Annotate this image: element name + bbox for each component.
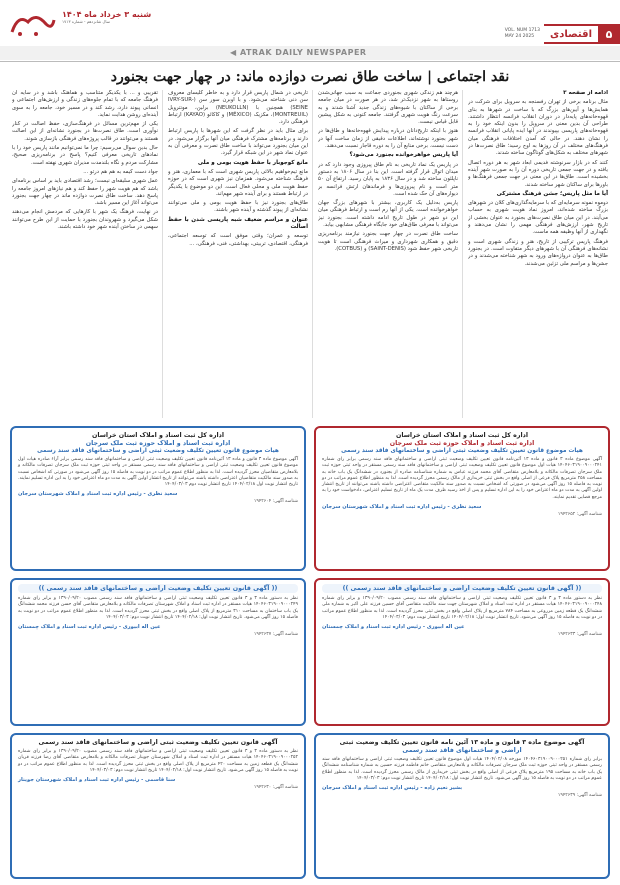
article-paragraph: برای مثال باید در نظر گرفت که این شهرها با پاریس ارتباط دارند و برنامه‌های مشترک فرهنگی میان آنها برگزار می‌شود. در این میان بجنورد می‌تواند با ساخت طاق نصرت و معرفی آن به عنوان نماد شهر در این شبکه قرار گیرد. bbox=[168, 128, 308, 157]
article-column-4 bbox=[12, 90, 158, 418]
article-column-3 bbox=[168, 90, 308, 418]
section-tag bbox=[501, 24, 620, 44]
brand-name: ◀ ATRAK DAILY NEWSPAPER bbox=[230, 48, 367, 57]
column-divider bbox=[462, 90, 463, 418]
article-paragraph: کنند که در بازار سرنوشته فدیمی ابعاد شهر به هر دوره اتصال یافته و در جهت جمعی تاریخی دوره آن را به صورت شهر آینده بخشیده است. طاق‌ها در این معنی در جهت جمعی فرهنگ‌ها و باورها برای ساکنان شهر ساخته شدند. bbox=[468, 159, 608, 188]
issue-date bbox=[62, 10, 182, 24]
article-column-1 bbox=[468, 90, 608, 418]
article-paragraph: توسعه و عمران؛ وقتی موفق است که توسعه اجتماعی، فرهنگی، اقتصادی، تربیتی، بهداشتی، فنی، فرهنگی، ... bbox=[168, 233, 308, 247]
legal-notices bbox=[0, 426, 620, 885]
page-number: ۵ bbox=[598, 24, 620, 44]
article-subheading: ادامه از صفحه ۳ bbox=[563, 90, 608, 96]
article-subheading: آیا پاریس خواهرخوانده بجنورد می‌شود؟ bbox=[349, 152, 458, 159]
article-paragraph: هرچند هم زندگی شهری بجنوردی جماعت به سبب جهانی‌شدن روستاها به شهر نزدیک‌تر شد، در هر صورت در میان جامعه برخی از ساکنان با شیوه‌های زندگی جدید آشنا شدند و به سرعت رنگ هویت شهری گرفتند. جامعه کنونی به شکل پیشین قابل قیاس نیست. bbox=[318, 90, 458, 126]
column-divider bbox=[312, 90, 313, 418]
legal-notice: آگهی موضوع ماده ۳ قانون و ماده ۱۳ آئین نامه قانون تعیین تکلیف وضعیت ثبتی اراضی و ساختمانهای فاقد سند رسمی برابر رای شماره ۱۴۰۴۶۰۳۱۹۰۰۹۰۰۰۲۵۱ مورخه ۱۴۰۴/۰۲/۰۸ هیات اول موضوع قانون تعیین تکلیف وضعیت ثبتی اراضی و ساختمانهای فاقد سند رسمی مستقر در واحد ثبتی حوزه ثبت ملک سرجان تصرفات مالکانه و بلامعارض متقاضی خانم فاطمه فرزند حسین به شماره شناسنامه ششدانگ یک باب خانه به مساحت ۱۹۵ مترمربع پلاک فرعی از اصلی واقع در بخش ثبتی خریداری از مالک رسمی محرز گردیده است. لذا به منظور اطلاع عموم مراتب در دو نوبت به فاصله ۱۵ روز آگهی می‌شود. تاریخ انتشار نوبت اول: ۱۴۰۴/۰۲/۱۸ تاریخ انتشار نوبت دوم: ۱۴۰۴/۰۳/۰۳ بشیر نعیم زاده - رئیس اداره ثبت اسناد و املاک سرجان شناسه آگهی: ۱۹۴۲۶۳۹ bbox=[314, 733, 610, 879]
article-paragraph: هنوز با اینکه تاریخ‌دانان درباره پیدایش قهوه‌خانه‌ها و طاق‌ها در شهر بجنورد نوشته‌اند، اطلاعات دقیقی از زمان ساخت آنها در دست نیست. برخی منابع آن را به دوره قاجار نسبت می‌دهند. bbox=[318, 128, 458, 150]
article-paragraph: دو‌موه نمونه سرمایه‌ای که با سرمایه‌گذاری‌های کلان در شهرهای بزرگ ساخته شده‌اند، امروز نماد هویت شهری به حساب می‌آیند. در این میان طاق نصرت‌های بجنورد به عنوان بخشی از تاریخ شهر، ارزش‌های فرهنگی مهمی را نشان می‌دهند و نگهداری از آنها وظیفه همه ماست. bbox=[468, 200, 608, 236]
day-date: شنبه ۳ خرداد ماه ۱۴۰۴ bbox=[62, 10, 152, 19]
article-paragraph: یکی از مهم‌ترین مسائل در فرهنگ‌سازی، حفظ اصالت در کنار نوآوری است. طاق نصرت‌ها در بجنورد نشانه‌ای از این اصالت هستند و می‌توانند در قالب پروژه‌های فرهنگی بازسازی شوند. bbox=[12, 121, 158, 142]
article-subheading: مانع کوجوبار با حفظ هویت بومی و ملی bbox=[197, 159, 308, 166]
article-subheading: عنوان و مراسم ضعیف شبه پاریسی شدن با حفظ اصالت bbox=[168, 216, 308, 231]
article-paragraph: ساخت طاق نصرت در چهار جهت بجنورد نیازمند برنامه‌ریزی دقیق و همکاری شهرداری و میراث فرهنگی است تا هویت تاریخی شهر حفظ شود (SAINT-DENIS) و (COTBUS). bbox=[318, 231, 458, 252]
article-paragraph: حال بدین سوال می‌رسیم: چرا ما نمی‌توانیم مانند پاریس خود را با نمادهای تاریخی معرفی کنیم؟ پاسخ در برنامه‌ریزی صحیح، مشارکت مردم و نگاه بلندمدت مدیران شهری نهفته است. bbox=[12, 145, 158, 166]
article-paragraph: در نهایت، فرهنگ یک شهر با کارهایی که مردمش انجام می‌دهند شکل می‌گیرد و شهروندان بجنورد با حمایت از این طرح می‌توانند سهمی در ساختن آینده شهر خود داشته باشند. bbox=[12, 209, 158, 231]
article-subheading: آیا ما مثل پاریس؛ جشن فرهنگ مشترکی bbox=[496, 190, 608, 197]
legal-notice: اداره کل ثبت اسناد و املاک استان خراسان اداره ثبت اسناد و املاک حوزه ثبت ملک سرجان هیات موضوع قانون تعیین تکلیف وضعیت ثبتی اراضی و ساختمانهای فاقد سند رسمی آگهی موضوع ماده ۳ قانون و ماده ۱۳ آئین‌نامه قانون تعیین تکلیف وضعیت ثبتی اراضی و ساختمانهای فاقد سند رسمی برابر آراء صادره هیات اول موضوع قانون تعیین تکلیف وضعیت ثبتی اراضی و ساختمانهای فاقد سند رسمی مستقر در واحد ثبتی حوزه ثبت ملک سرجان تصرفات مالکانه و بلامعارض متقاضیان محرز گردیده است. لذا به منظور اطلاع عموم مراتب در دو نوبت به فاصله ۱۵ روز آگهی می‌شود در صورتی که اشخاص نسبت به صدور سند مالکیت متقاضیان اعتراضی داشته باشند می‌توانند از تاریخ انتشار اولین آگهی به مدت دو ماه اعتراض خود را به این اداره تسلیم نمایند. تاریخ انتشار نوبت اول ۱۴۰۴/۰۲/۱۸ تاریخ انتشار نوبت دوم ۱۴۰۴/۰۳/۰۳ سعید نظری - رئیس اداره ثبت اسناد و املاک شهرستان سرجان شناسه آگهی: ۱۹۴۲۶۰۴ bbox=[10, 426, 306, 571]
article-paragraph: تاریخی در شمال پاریس قرار دارد و به خاطر کلیسای معروف سن دنی شناخته می‌شود. و با اوبرن سور سن (IVRY-SUR-SEINE) همچنین با (NEUKOLLN) برلین، مونترویل (MONTREUIL)، مکزیک (MÉXICO) و کاکائو (KAYAO) ارتباط فرهنگی دارد. bbox=[168, 90, 308, 126]
article-paragraph: فرهنگ پاریس ترکیبی از تاریخ، هنر و زندگی شهری است و نشانه‌های فرهنگی آن با شهرهای دیگر متفاوت است. در بجنورد طاق‌ها به عنوان دروازه‌های ورود به شهر شناخته می‌شدند و در جشن‌ها و مراسم ملی تزئین می‌شدند. bbox=[468, 238, 608, 267]
newspaper-logo bbox=[6, 8, 58, 42]
legal-notice: (( آگهی قانون تعیین تکلیف وضعیت اراضی و ساختمانهای فاقد سند رسمی )) نظر به دستور ماده ۳ و ۳ قانون تعیین تکلیف وضعیت ثبتی اراضی و ساختمانهای فاقد سند رسمی مصوب ۱۳۹۰/۰۹/۲۰ و برابر رای شماره ۱۴۰۴۶۰۳۱۹۰۰۹۰۰۰۲۴۸ هیات مستقر در اداره ثبت اسناد و املاک شهرستان جهت سند مالکیت متقاضی آقای حسین فرزند علی اکبر به شماره ملی ششدانگ یک قطعه زمین مزروعی به مساحت ۷۸۴ مترمربع از پلاک اصلی واقع در بخش ثبتی محرز گردیده است. لذا به منظور اطلاع عموم مراتب در دو نوبت به فاصله ۱۵ روز آگهی می‌شود. تاریخ انتشار نوبت اول: ۱۴۰۴/۰۲/۱۸ تاریخ انتشار نوبت دوم: ۱۴۰۴/۰۳/۰۳ عین اله ابیوری - رئیس اداره ثبت اسناد و املاک چمستان شناسه آگهی: ۱۹۴۲۶۳۳ bbox=[314, 578, 610, 726]
article-paragraph: مانع تیم‌خواهیم بالائی پاریس شهری است که با معماری، هنر و فرهنگ شناخته می‌شود. همزمان نیز شهری است که در حوزه حفظ هویت ملی و محلی فعال است. این دو موضوع با یکدیگر در ارتباط هستند و برای آینده شهر مهم‌اند. bbox=[168, 168, 308, 197]
legal-notice: آگهی قانون تعیین تکلیف وضعیت ثبتی اراضی و ساختمانهای فاقد سند رسمی نظر به دستور ماده ۳ و ۳ قانون تعیین تکلیف وضعیت ثبتی اراضی و ساختمانهای فاقد سند رسمی مصوب ۱۳۹۰/۰۹/۲۰ و برابر رای شماره ۱۴۰۴۶۰۳۱۹۰۰۹۰۰۰۲۵۲ هیات مستقر در اداره ثبت اسناد و املاک شهرستان جوینار تصرفات مالکانه و بلامعارض متقاضی آقای رضا فرزند قربان ششدانگ یک قطعه زمین به مساحت ۴۲۰ مترمربع از پلاک اصلی واقع در بخش ثبتی محرز گردیده است. لذا به منظور اطلاع عموم مراتب در دو نوبت به فاصله ۱۵ روز آگهی می‌شود. تاریخ انتشار نوبت اول: ۱۴۰۴/۰۲/۱۸ تاریخ انتشار نوبت دوم: ۱۴۰۴/۰۳/۰۳ سنا قاسمی - رئیس اداره ثبت اسناد و املاک شهرستان جوینار شناسه آگهی: ۱۹۴۲۶۳۰ bbox=[10, 733, 306, 879]
issue-number: سال شانزدهم - شماره ۱۷۱۳ bbox=[62, 19, 110, 24]
section-name: اقتصادی bbox=[544, 24, 598, 44]
article-paragraph: عمل شهری سلیقه‌ای نیست؛ رشد اقتصادی باید بر اساس برنامه‌ای باشد که هم هویت شهر را حفظ کند و هم نیازهای امروز جامعه را پاسخ دهد. ساخت طاق نصرت دوازده ماند در چهار جهت بجنورد می‌تواند آغاز این مسیر باشد. bbox=[12, 178, 158, 207]
article-paragraph: تقریبی و ... با یکدیگر متناسب و هماهنگ باشد و در سایه آن فرهنگ جامعه که با تمام جلوه‌های زندگی و ارزش‌های اجتماعی و انسانی پیوند دارد، رشد کند و در مسیر خود، جامعه را به سوی آینده‌ای روشن هدایت نماید. bbox=[12, 90, 158, 118]
article-paragraph: در پاریس یک نماد تاریخی به نام طاق پیروزی وجود دارد که در میدان اتوال قرار گرفته است. این بنا در سال ۱۸۰۶ به دستور ناپلئون ساخته شد و در سال ۱۸۳۶ به پایان رسید. ارتفاع آن ۵۰ متر است و نام پیروزی‌ها و فرماندهان ارتش فرانسه بر دیواره‌های آن حک شده است. bbox=[318, 161, 458, 197]
legal-notice: اداره کل ثبت اسناد و املاک استان خراسان اداره ثبت اسناد و املاک حوزه ثبت ملک سرجان هیات موضوع قانون تعیین تکلیف وضعیت ثبتی اراضی و ساختمانهای فاقد سند رسمی آگهی موضوع ماده ۳ قانون و ماده ۱۳ آئین‌نامه قانون تعیین تکلیف وضعیت ثبتی اراضی و ساختمانهای فاقد سند رسمی برابر رای شماره ۱۴۰۴۶۰۳۱۹۰۰۹۰۰۰۲۴۱ هیات اول موضوع قانون تعیین تکلیف وضعیت ثبتی اراضی و ساختمانهای فاقد سند رسمی مستقر در واحد ثبتی حوزه ثبت ملک سرجان تصرفات مالکانه و بلامعارض متقاضی آقای محمد فرزند عباس به شماره شناسنامه صادره از بجنورد در ششدانگ یک باب خانه به مساحت ۲۵۸ مترمربع پلاک فرعی از اصلی واقع در بخش ثبتی خریداری از مالک رسمی محرز گردیده است. لذا به منظور اطلاع عموم مراتب در دو نوبت به فاصله ۱۵ روز آگهی می‌شود در صورتی که اشخاص نسبت به صدور سند مالکیت متقاضی اعتراضی داشته باشند می‌توانند از تاریخ انتشار اولین آگهی به مدت دو ماه اعتراض خود را به این اداره تسلیم و پس از اخذ رسید ظرف مدت یک ماه از تاریخ تسلیم اعتراض، دادخواست خود را به مرجع قضایی تقدیم نمایند. سعید نظری - رئیس اداره ثبت اسناد و املاک شهرستان سرجان شناسه آگهی: ۱۹۴۲۶۵۲ bbox=[314, 426, 610, 571]
column-divider bbox=[162, 90, 163, 418]
article-headline: نقد اجتماعی | ساخت طاق نصرت دوازده ماند: در چهار جهت بجنورد bbox=[110, 69, 510, 85]
issue-info: VOL. NUM 1713 MAY 24 2025 bbox=[504, 28, 541, 39]
article-paragraph: پاریس به‌دلیل یک کاربری، بیشتر با شهرهای بزرگ جهان خواهرخوانده است. یکی از آنها رم است و ارتباط فرهنگی میان این دو شهر در طول تاریخ ادامه داشته است. بجنورد نیز می‌تواند با معرفی طاق‌های خود جایگاه فرهنگی مشابهی بیابد. bbox=[318, 200, 458, 229]
article-paragraph: مثال برنامه برخی از تهران رفسنجه به سرویل برای شرکت در همایش‌ها و آیین‌های بزرگ که با ساخت در شهرها به بنای قهوه‌خانه‌های پایه‌دار در دوران انقلاب فرانسه انتظار داشتند. طراحی آن بدین معنی در سرویل را بدون اینکه خود را به قهوه‌خانه‌های پاریسی بپیوندند در آنها ایده پایانی انقلاب فرانسه را نشان دهند. در حالی که آمدن اختلافات فرهنگی میان فرهنگ‌های مختلف در آن روزها به اوج رسید؛ طاق نصرت‌ها در شهرهای مختلف به شکل‌های گوناگون ساخته شدند. bbox=[468, 99, 608, 157]
article-body bbox=[12, 90, 608, 418]
brand-strip bbox=[0, 46, 620, 60]
legal-notice: (( آگهی قانون تعیین تکلیف وضعیت اراضی و ساختمانهای فاقد سند رسمی )) نظر به دستور ماده ۳ و ۳ قانون تعیین تکلیف وضعیت ثبتی اراضی و ساختمانهای فاقد سند رسمی مصوب ۱۳۹۰/۰۹/۲۰ و برابر رای شماره ۱۴۰۴۶۰۳۱۹۰۰۹۰۰۰۲۴۹ هیات مستقر در اداره ثبت اسناد و املاک شهرستان تصرفات مالکانه و بلامعارض متقاضی آقای حسن فرزند محمد ششدانگ یک باب ساختمان به مساحت ۳۱۰ مترمربع از پلاک اصلی واقع در بخش ثبتی محرز گردیده است. لذا به منظور اطلاع عموم مراتب در دو نوبت به فاصله ۱۵ روز آگهی می‌شود. تاریخ انتشار نوبت اول: ۱۴۰۴/۰۲/۱۸ تاریخ انتشار نوبت دوم: ۱۴۰۴/۰۳/۰۳ عین اله ابیوری - رئیس اداره ثبت اسناد و املاک چمستان شناسه آگهی: ۱۹۴۲۶۳۷ bbox=[10, 578, 306, 726]
article-column-2 bbox=[318, 90, 458, 418]
article-paragraph: طاق‌های بجنورد نیز با حفظ هویت بومی و ملی می‌توانند نشانه‌ای از پیوند گذشته و آینده شهر باشند. bbox=[168, 200, 308, 214]
page-header bbox=[0, 0, 620, 62]
article-paragraph: جواد دست کیمه به هم هم درتو ... bbox=[83, 168, 158, 175]
